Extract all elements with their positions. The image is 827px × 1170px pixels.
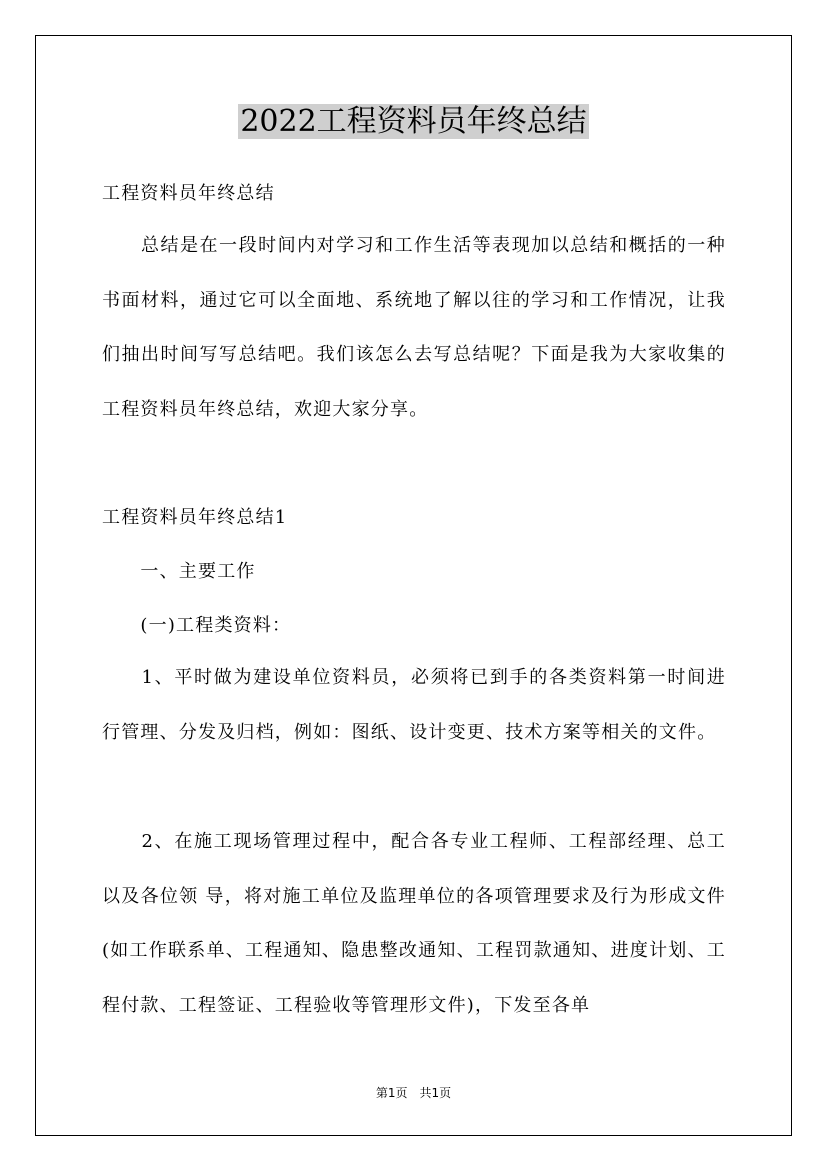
heading-engineering-docs: (一)工程类资料： — [102, 615, 292, 636]
heading-main-work: 一、主要工作 — [102, 561, 256, 582]
document-title — [0, 102, 827, 142]
paragraph-item-1: 1、平时做为建设单位资料员，必须将已到手的各类资料第一时间进行管理、分发及归档，例如：图纸、设计变更、技术方案等相关的文件。 — [102, 667, 726, 743]
section-title: 工程资料员年终总结1 — [102, 507, 288, 528]
title-highlight: 2022工程资料员年终总结 — [240, 104, 587, 139]
intro-paragraph: 总结是在一段时间内对学习和工作生活等表现加以总结和概括的一种书面材料，通过它可以全面地、系统地了解以往的学习和工作情况，让我们抽出时间写写总结吧。我们该怎么去写总结呢？下面是我为大家收集的工程资料员年终总结，欢迎大家分享。 — [102, 235, 726, 420]
subtitle: 工程资料员年终总结 — [102, 183, 275, 204]
page-number: 第1页 共1页 — [375, 1086, 452, 1100]
paragraph-item-2: 2、在施工现场管理过程中，配合各专业工程师、工程部经理、总工以及各位领 导，将对施工单位及监理单位的各项管理要求及行为形成文件(如工作联系单、工程通知、隐患整改通知、工程罚款通知、进度计划、工程付款、工程签证、工程验收等管理形文件)，下发至各单 — [102, 831, 726, 1016]
